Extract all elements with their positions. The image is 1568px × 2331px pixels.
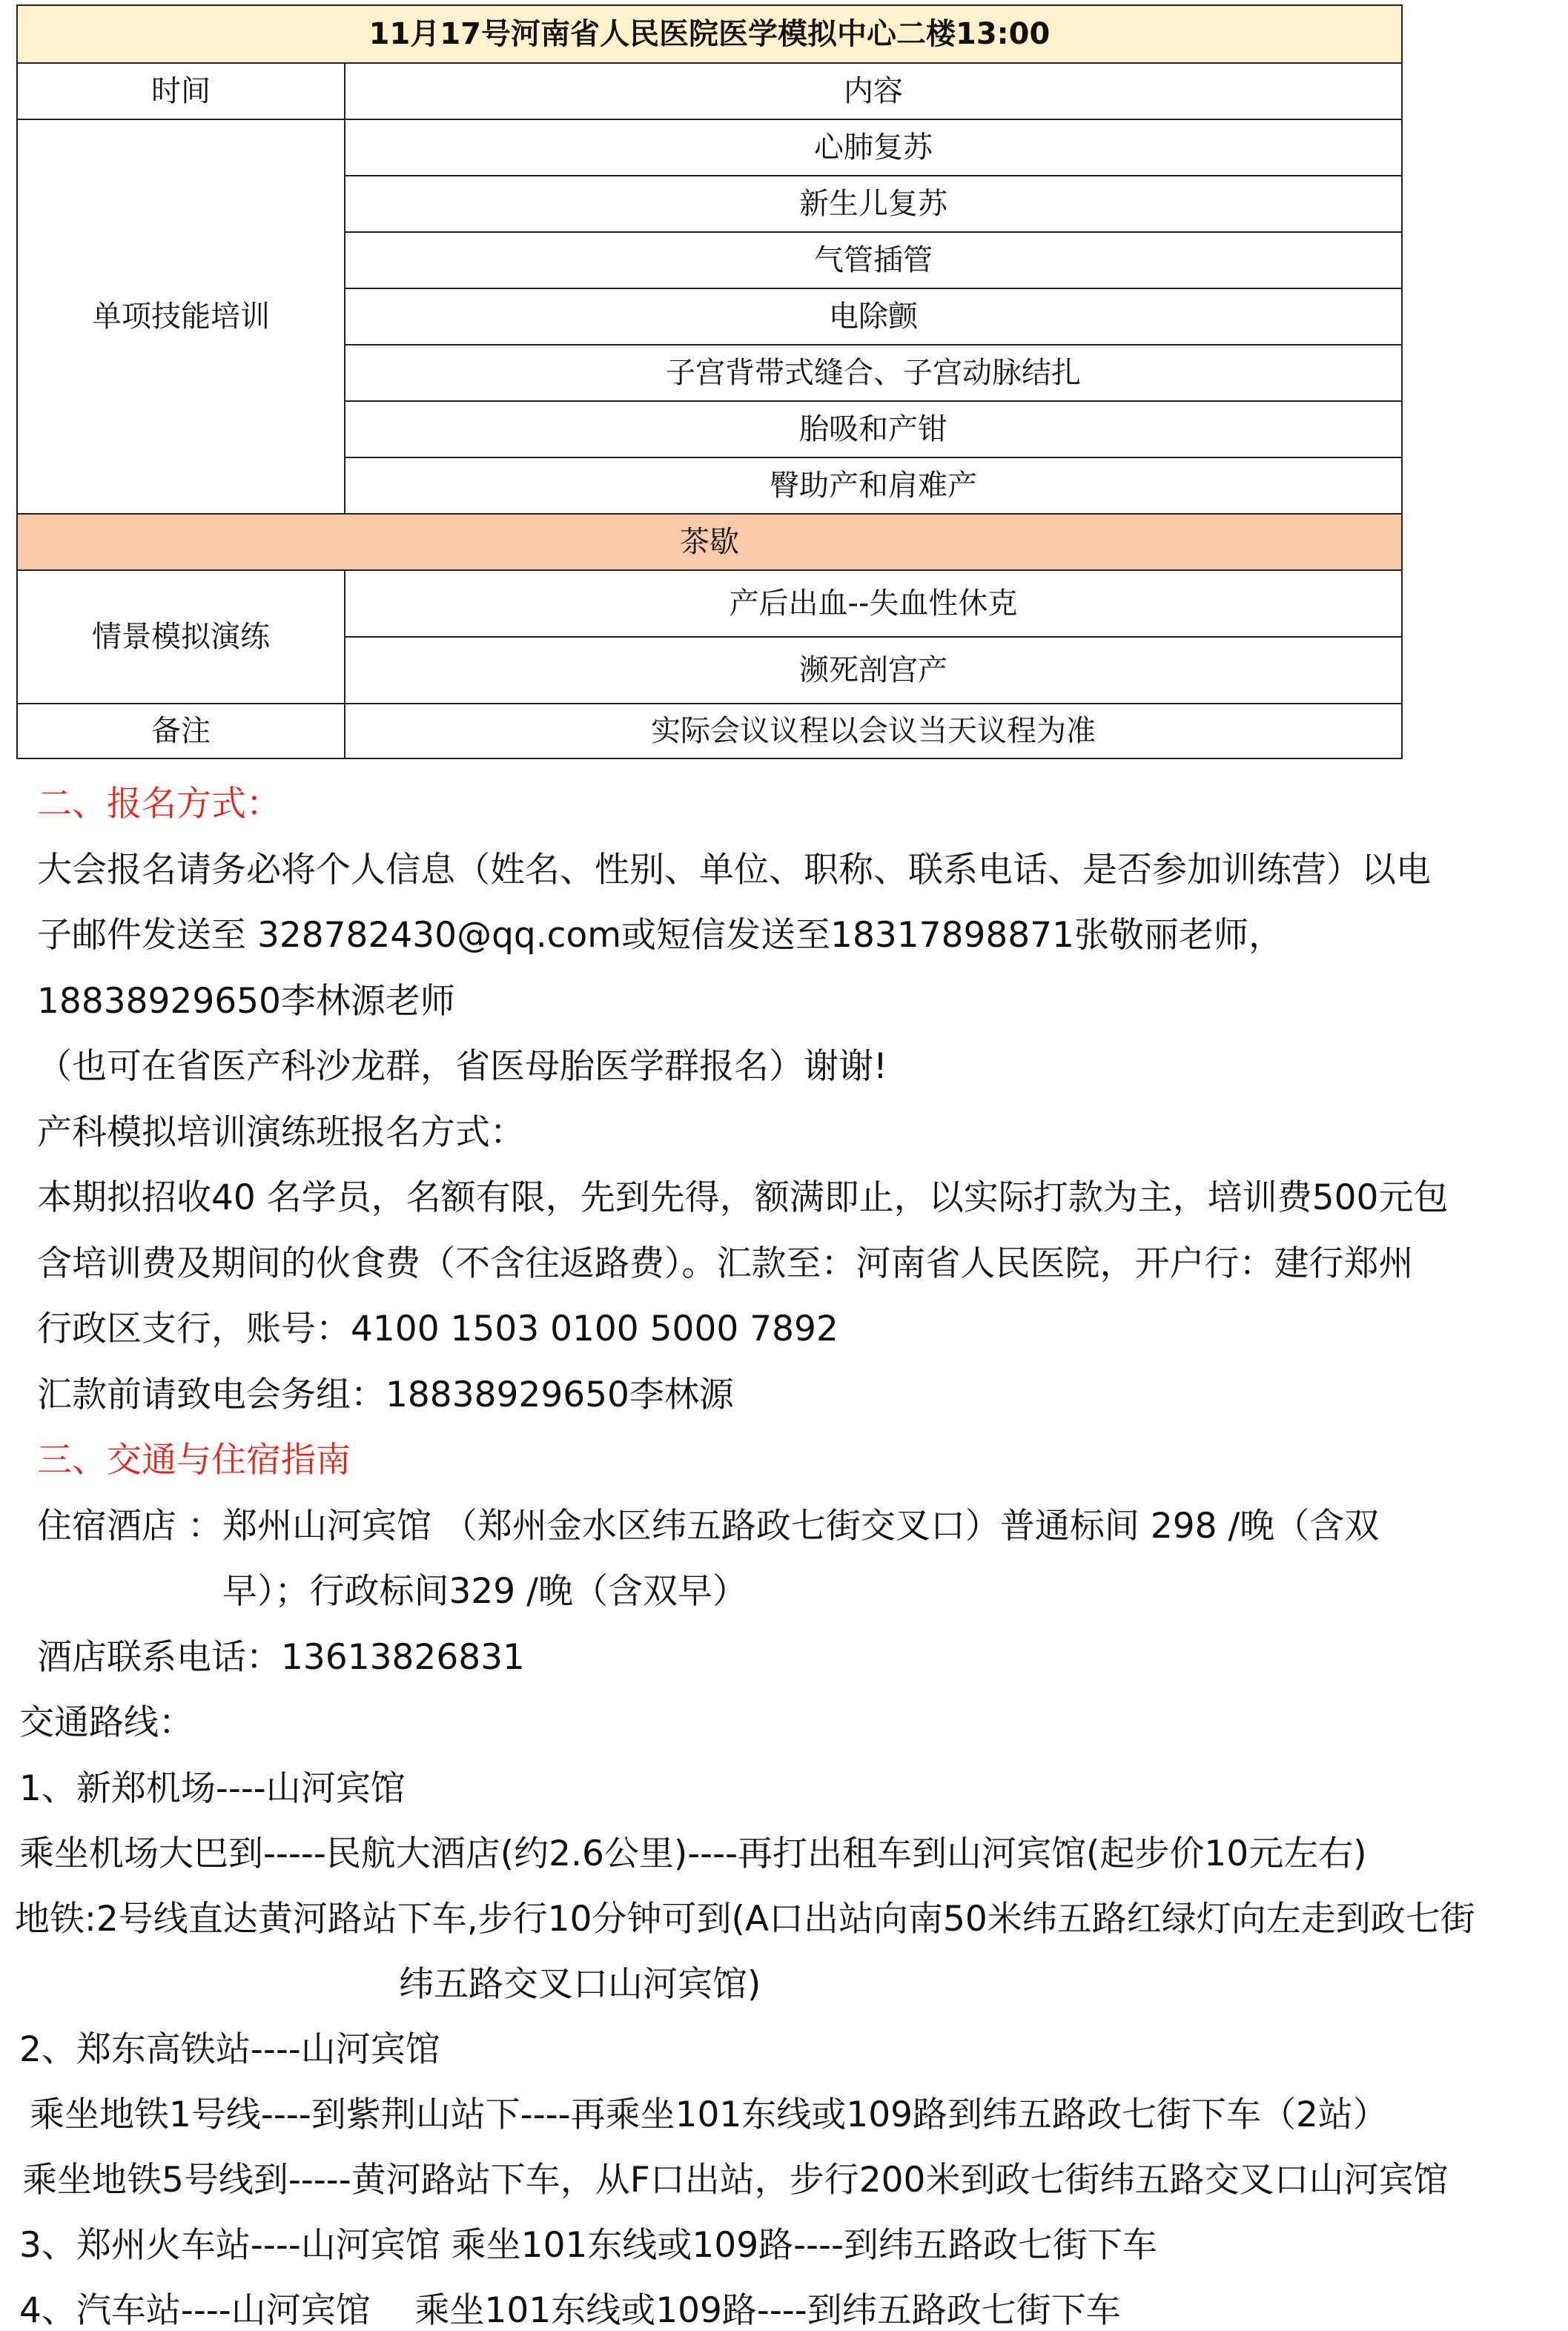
skill-item: 子宫背带式缝合、子宫动脉结扎 [345, 345, 1402, 401]
header-time: 时间 [17, 63, 345, 119]
route-title: 2、郑东高铁站----山河宾馆 [19, 2029, 440, 2070]
note-value: 实际会议议程以会议当天议程为准 [345, 704, 1402, 758]
skill-item: 电除颤 [345, 288, 1402, 345]
registration-line: （也可在省医产科沙龙群，省医母胎医学群报名）谢谢! [37, 1046, 887, 1087]
class-prefix: 产科 [37, 1112, 107, 1153]
traffic-heading: 三、交通与住宿指南 [37, 1440, 351, 1481]
skill-item: 心肺复苏 [345, 119, 1402, 176]
class-rest: 模拟培训演练班报名方式： [107, 1112, 525, 1153]
hotel-line: 早）；行政标间329 /晚（含双早） [222, 1571, 747, 1612]
route-title: 3、郑州火车站----山河宾馆 乘坐101东线或109路----到纬五路政七街下车 [19, 2225, 1157, 2266]
class-registration-heading [37, 1112, 525, 1153]
header-content: 内容 [345, 63, 1402, 119]
registration-line: 子邮件发送至 328782430@qq.com或短信发送至18317898871张敬丽老师， [37, 915, 1283, 956]
route-detail: 地铁:2号线直达黄河路站下车,步行10分钟可到(A口出站向南50米纬五路红绿灯向左走到政七街 [15, 1899, 1475, 1940]
registration-heading: 二、报名方式： [37, 784, 281, 824]
break-row [17, 514, 1402, 570]
route-detail: 乘坐地铁5号线到-----黄河路站下车，从F口出站，步行200米到政七街纬五路交叉口山河宾馆 [22, 2160, 1449, 2201]
scenario-label: 情景模拟演练 [17, 570, 345, 704]
route-detail: 乘坐机场大巴到-----民航大酒店(约2.6公里)----再打出租车到山河宾馆(起步价10元左右) [19, 1834, 1367, 1874]
schedule-header-row [17, 63, 1402, 119]
routes-label: 交通路线： [19, 1702, 193, 1743]
scenario-item: 产后出血--失血性休克 [345, 570, 1402, 637]
hotel-phone: 酒店联系电话：13613826831 [37, 1637, 525, 1678]
skill-item: 胎吸和产钳 [345, 401, 1402, 457]
note-row [17, 704, 1402, 758]
route-detail: 乘坐地铁1号线----到紫荆山站下----再乘坐101东线或109路到纬五路政七街下车（2站） [30, 2094, 1388, 2135]
table-row [17, 119, 1402, 176]
note-label: 备注 [17, 704, 345, 758]
registration-line: 大会报名请务必将个人信息（姓名、性别、单位、职称、联系电话、是否参加训练营）以电 [37, 850, 1431, 890]
schedule-title-row [17, 5, 1402, 63]
route-title: 1、新郑机场----山河宾馆 [19, 1768, 406, 1809]
registration-paragraph: 本期拟招收40 名学员，名额有限，先到先得，额满即止，以实际打款为主，培训费500元包 [37, 1177, 1449, 1218]
registration-paragraph: 行政区支行，账号：4100 1503 0100 5000 7892 [37, 1309, 838, 1349]
table-row [17, 570, 1402, 637]
hotel-line: 住宿酒店 ：郑州山河宾馆 （郑州金水区纬五路政七街交叉口）普通标间 298 /晚（含双 [37, 1506, 1380, 1547]
route-title: 4、汽车站----山河宾馆 乘坐101东线或109路----到纬五路政七街下车 [19, 2290, 1121, 2331]
route-detail: 纬五路交叉口山河宾馆) [399, 1964, 761, 2005]
scenario-item: 濒死剖宫产 [345, 637, 1402, 704]
skill-item: 新生儿复苏 [345, 176, 1402, 232]
skill-item: 气管插管 [345, 232, 1402, 288]
single-skill-label: 单项技能培训 [17, 119, 345, 514]
registration-paragraph: 汇款前请致电会务组：18838929650李林源 [37, 1375, 734, 1415]
registration-line: 18838929650李林源老师 [37, 981, 455, 1022]
schedule-title: 11月17号河南省人民医院医学模拟中心二楼13:00 [17, 5, 1402, 63]
skill-item: 臀助产和肩难产 [345, 457, 1402, 514]
break-label: 茶歇 [17, 514, 1402, 570]
schedule-table [16, 4, 1403, 759]
registration-paragraph: 含培训费及期间的伙食费（不含往返路费）。汇款至：河南省人民医院，开户行：建行郑州 [37, 1243, 1414, 1284]
